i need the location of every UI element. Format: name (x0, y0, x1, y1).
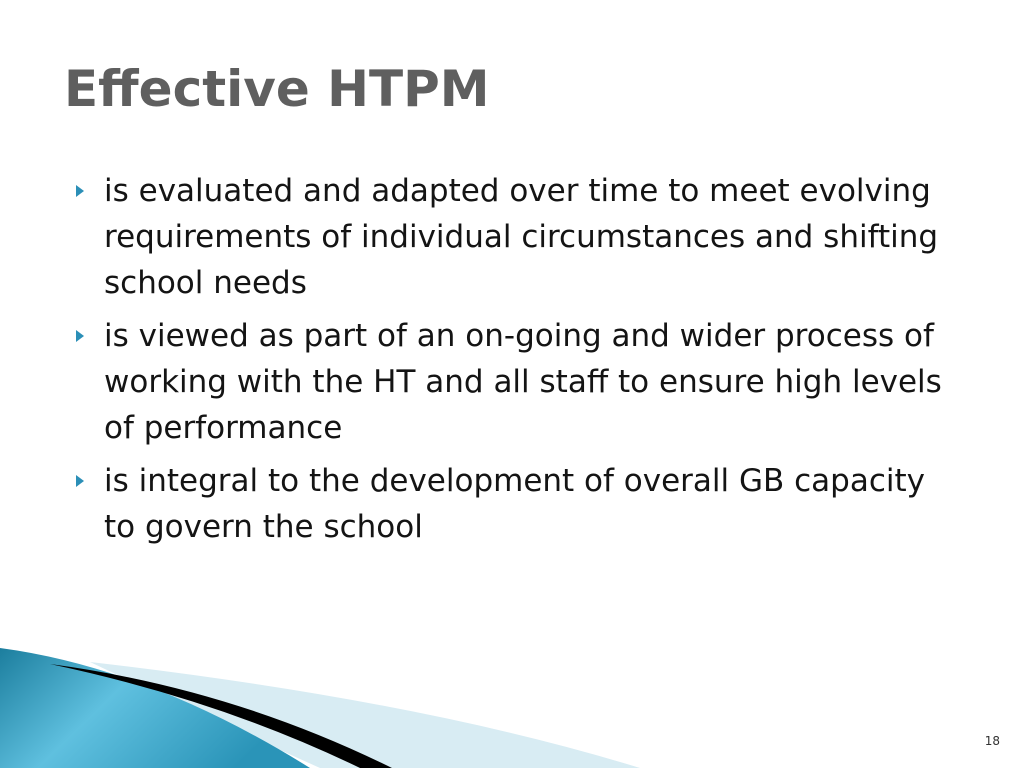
bullet-list (74, 168, 954, 557)
triangle-right-icon (76, 330, 84, 342)
bullet-text: is integral to the development of overall GB capacity to govern the school (104, 463, 926, 545)
slide-title: Effective HTPM (64, 60, 490, 118)
triangle-right-icon (76, 185, 84, 197)
pale-band (90, 662, 640, 768)
teal-wave (0, 648, 310, 768)
bullet-text: is viewed as part of an on-going and wider process of working with the HT and all staff to ensure high levels of performance (104, 318, 942, 446)
bullet-item (74, 458, 954, 550)
black-stripe (50, 664, 392, 768)
bullet-text: is evaluated and adapted over time to meet evolving requirements of individual circumstances and shifting school needs (104, 173, 939, 301)
page-number: 18 (984, 734, 1000, 748)
bullet-item (74, 313, 954, 451)
triangle-right-icon (76, 475, 84, 487)
bullet-item (74, 168, 954, 306)
